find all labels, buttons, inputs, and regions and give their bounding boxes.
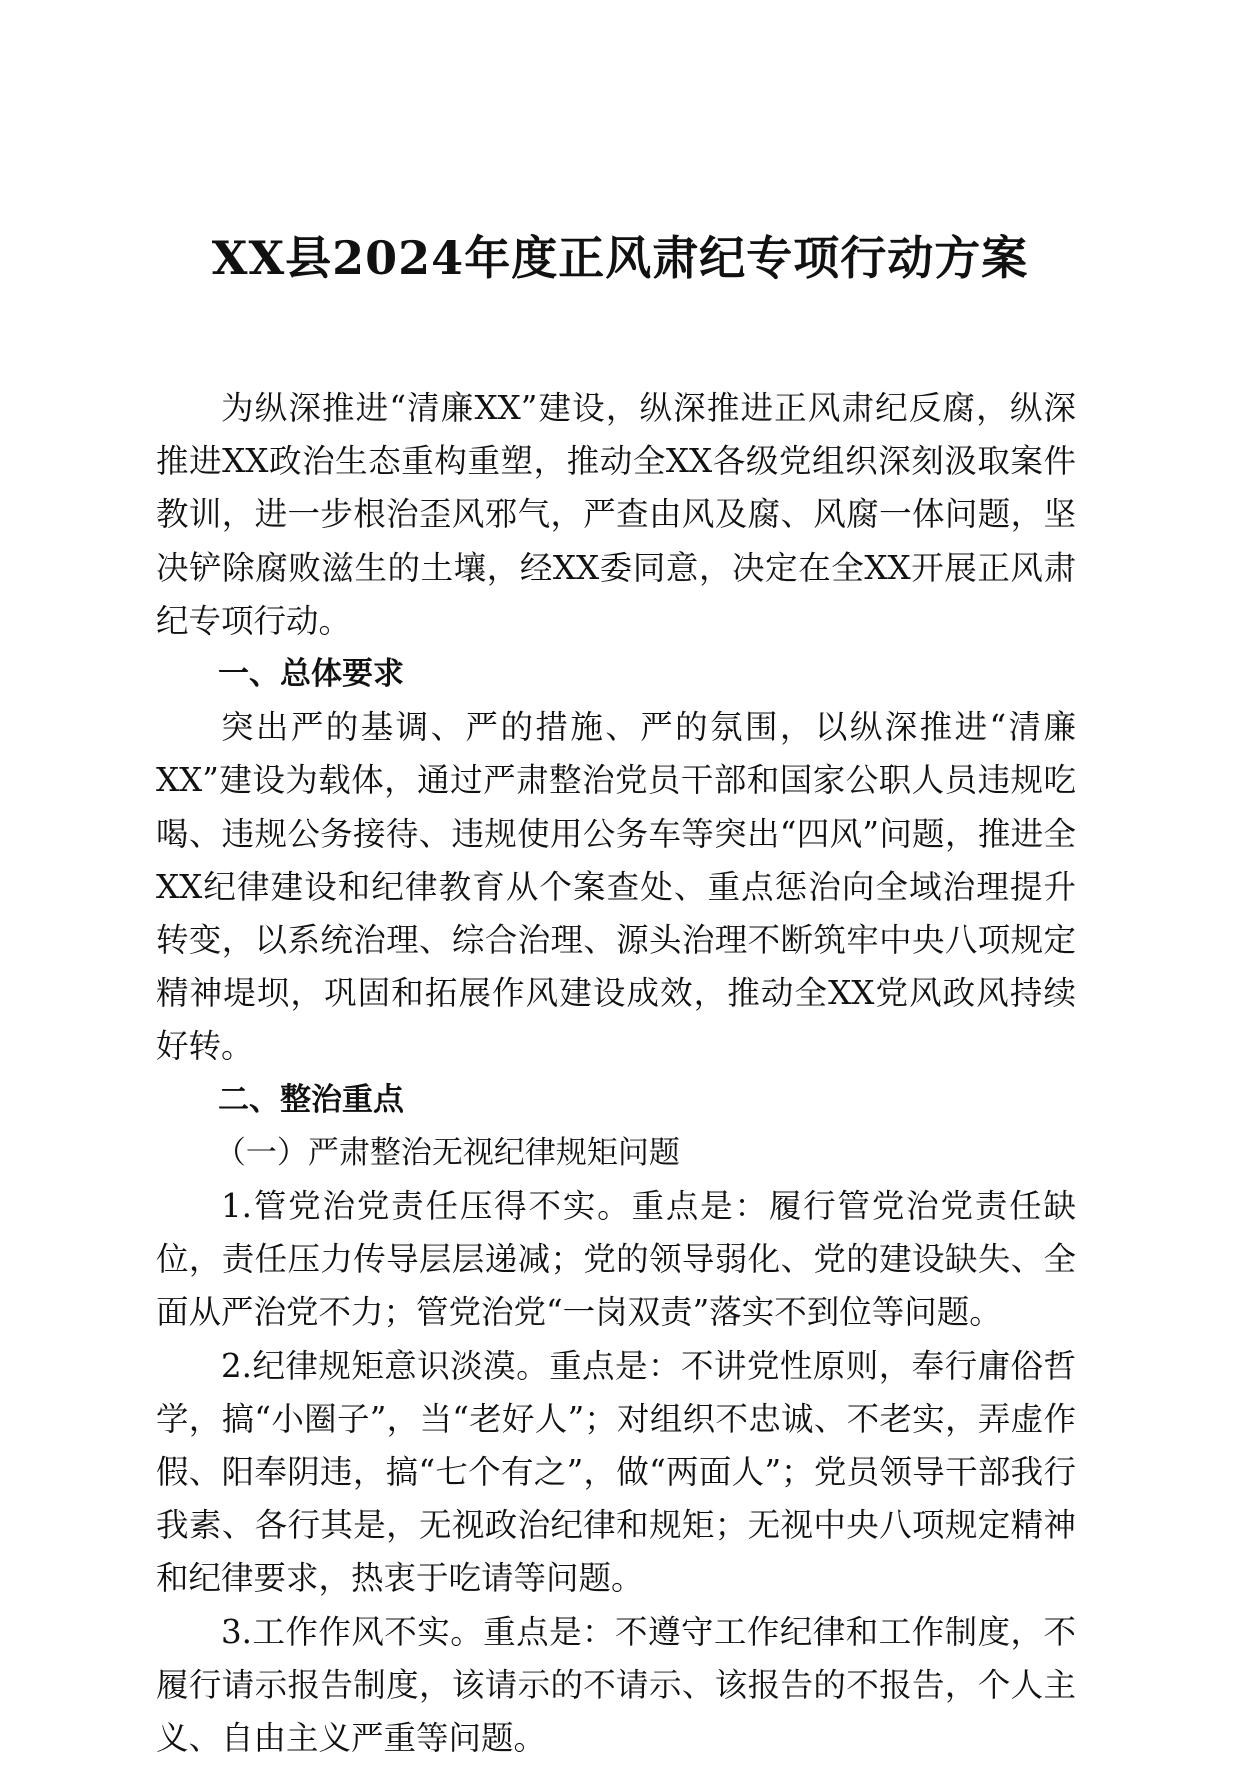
subsection-heading-discipline: （一）严肃整治无视纪律规矩问题: [214, 1134, 680, 1171]
section-heading-general-requirements: 一、总体要求: [218, 656, 404, 693]
document-body: [156, 382, 1076, 1765]
item-paragraph-1: 1.管党治党责任压得不实。重点是：履行管党治党责任缺位，责任压力传导层层递减；党的领导弱化、党的建设缺失、全面从严治党不力；管党治党“一岗双责”落实不到位等问题。: [156, 1187, 1076, 1332]
intro-paragraph: 为纵深推进“清廉XX”建设，纵深推进正风肃纪反腐，纵深推进XX政治生态重构重塑，推动全XX各级党组织深刻汲取案件教训，进一步根治歪风邪气，严查由风及腐、风腐一体问题，坚决铲除腐败滋生的土壤，经XX委同意，决定在全XX开展正风肃纪专项行动。: [156, 389, 1076, 640]
general-requirements-paragraph: 突出严的基调、严的措施、严的氛围，以纵深推进“清廉XX”建设为载体，通过严肃整治党员干部和国家公职人员违规吃喝、违规公务接待、违规使用公务车等突出“四风”问题，推进全XX纪律建设和纪律教育从个案查处、重点惩治向全域治理提升转变，以系统治理、综合治理、源头治理不断筑牢中央八项规定精神堤坝，巩固和拓展作风建设成效，推动全XX党风政风持续好转。: [156, 708, 1076, 1066]
document-title: XX县2024年度正风肃纪专项行动方案: [211, 231, 1029, 285]
item-paragraph-2: 2.纪律规矩意识淡漠。重点是：不讲党性原则，奉行庸俗哲学，搞“小圈子”，当“老好人”；对组织不忠诚、不老实，弄虚作假、阳奉阴违，搞“七个有之”，做“两面人”；党员领导干部我行我素、各行其是，无视政治纪律和规矩；无视中央八项规定精神和纪律要求，热衷于吃请等问题。: [156, 1346, 1076, 1598]
item-paragraph-3: 3.工作作风不实。重点是：不遵守工作纪律和工作制度，不履行请示报告制度，该请示的不请示、该报告的不报告，个人主义、自由主义严重等问题。: [156, 1612, 1076, 1758]
section-heading-rectification-focus: 二、整治重点: [218, 1081, 404, 1118]
